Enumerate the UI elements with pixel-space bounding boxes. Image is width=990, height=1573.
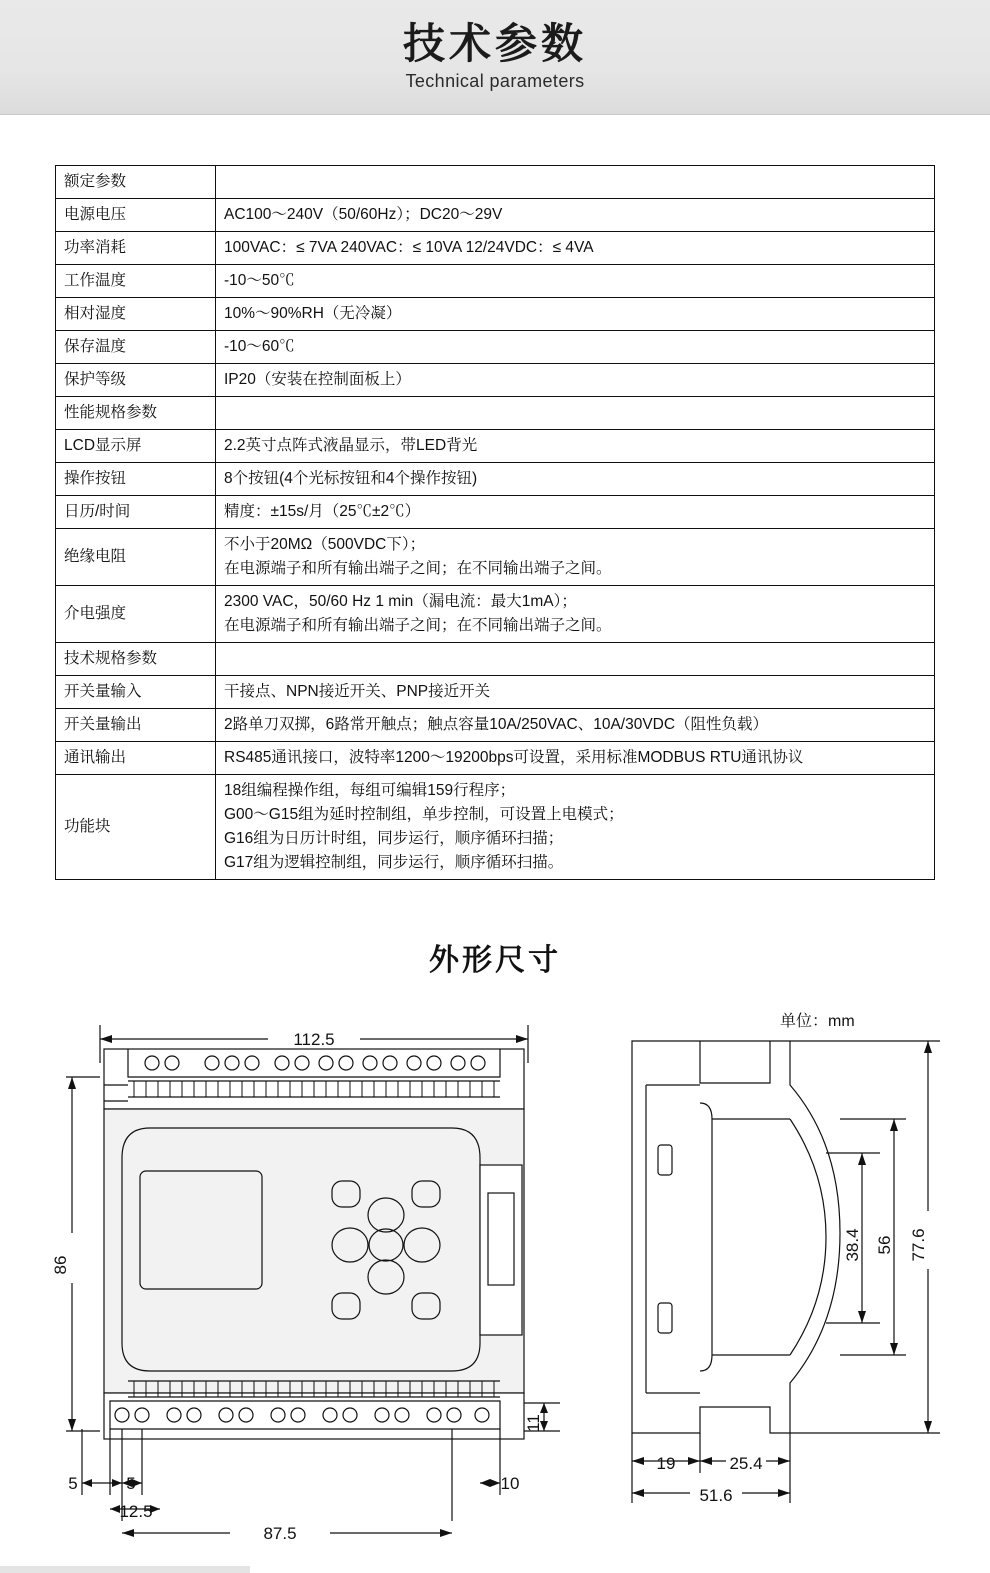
row-value bbox=[216, 496, 935, 529]
table-row bbox=[56, 430, 935, 463]
dim-front-bottom-span: 87.5 bbox=[263, 1524, 297, 1544]
table-section-header-row bbox=[56, 643, 935, 676]
row-label: 相对湿度 bbox=[56, 298, 216, 331]
table-row bbox=[56, 742, 935, 775]
row-value-line: IP20（安装在控制面板上） bbox=[224, 371, 411, 389]
row-value bbox=[216, 676, 935, 709]
page-header bbox=[0, 0, 990, 115]
row-value bbox=[216, 586, 935, 643]
row-label: LCD显示屏 bbox=[56, 430, 216, 463]
row-value bbox=[216, 232, 935, 265]
section-title-filler bbox=[216, 643, 935, 676]
dim-front-offset-1: 5 bbox=[68, 1474, 78, 1494]
page-title: 技术参数 bbox=[402, 20, 587, 68]
dim-side-height-total: 77.6 bbox=[909, 1228, 928, 1262]
table-row bbox=[56, 463, 935, 496]
row-label: 开关量输入 bbox=[56, 676, 216, 709]
row-value bbox=[216, 298, 935, 331]
section-title-filler bbox=[216, 166, 935, 199]
section-title: 技术规格参数 bbox=[56, 643, 216, 676]
dimensions-title: 外形尺寸 bbox=[429, 944, 561, 978]
row-label: 工作温度 bbox=[56, 265, 216, 298]
dimension-drawings bbox=[0, 993, 990, 1553]
table-row bbox=[56, 529, 935, 586]
table-row bbox=[56, 232, 935, 265]
table-row bbox=[56, 709, 935, 742]
row-value bbox=[216, 709, 935, 742]
row-value bbox=[216, 331, 935, 364]
table-row bbox=[56, 265, 935, 298]
dim-side-height-b: 56 bbox=[875, 1235, 894, 1255]
row-value bbox=[216, 199, 935, 232]
row-value-line: 8个按钮(4个光标按钮和4个操作按钮) bbox=[224, 470, 478, 488]
section-title: 性能规格参数 bbox=[56, 397, 216, 430]
section-title: 额定参数 bbox=[56, 166, 216, 199]
dim-front-offset-2: 5 bbox=[126, 1474, 136, 1494]
table-row bbox=[56, 199, 935, 232]
section-title-filler bbox=[216, 397, 935, 430]
row-value-line: 100VAC：≤ 7VA 240VAC：≤ 10VA 12/24VDC：≤ 4VA bbox=[224, 239, 594, 257]
dim-side-depth-b: 25.4 bbox=[729, 1454, 763, 1474]
dim-front-right-small: 11 bbox=[524, 1414, 543, 1433]
row-value bbox=[216, 529, 935, 586]
row-value-line: 2路单刀双掷，6路常开触点；触点容量10A/250VAC、10A/30VDC（阻性负载） bbox=[224, 716, 769, 734]
row-label: 电源电压 bbox=[56, 199, 216, 232]
row-value-line: -10～50℃ bbox=[224, 272, 295, 290]
row-label: 绝缘电阻 bbox=[56, 529, 216, 586]
row-label: 保护等级 bbox=[56, 364, 216, 397]
dim-front-width: 112.5 bbox=[293, 1030, 335, 1050]
unit-note: 单位：mm bbox=[780, 1013, 855, 1030]
row-label: 保存温度 bbox=[56, 331, 216, 364]
row-value-line: 在电源端子和所有输出端子之间；在不同输出端子之间。 bbox=[224, 560, 612, 578]
technical-parameters-table bbox=[55, 165, 935, 880]
row-label: 日历/时间 bbox=[56, 496, 216, 529]
row-label: 介电强度 bbox=[56, 586, 216, 643]
row-value-line: 10%～90%RH（无冷凝） bbox=[224, 305, 402, 323]
row-value-line: 精度：±15s/月（25℃±2℃） bbox=[224, 503, 421, 521]
dim-side-depth-a: 19 bbox=[656, 1454, 676, 1474]
page-subtitle: Technical parameters bbox=[405, 70, 585, 91]
row-value bbox=[216, 463, 935, 496]
row-value-line: 干接点、NPN接近开关、PNP接近开关 bbox=[224, 683, 491, 701]
dim-side-depth-total: 51.6 bbox=[699, 1486, 733, 1506]
row-value bbox=[216, 265, 935, 298]
dim-front-height: 86 bbox=[51, 1255, 70, 1275]
row-value bbox=[216, 742, 935, 775]
table-row bbox=[56, 331, 935, 364]
row-value-line: -10～60℃ bbox=[224, 338, 295, 356]
table-section-header-row bbox=[56, 397, 935, 430]
row-value-line: 2300 VAC，50/60 Hz 1 min（漏电流：最大1mA）； bbox=[224, 593, 577, 611]
row-value bbox=[216, 364, 935, 397]
row-value-line: G00～G15组为延时控制组，单步控制，可设置上电模式； bbox=[224, 806, 624, 824]
row-value-line: RS485通讯接口，波特率1200～19200bps可设置，采用标准MODBUS RTU通讯协议 bbox=[224, 749, 804, 767]
spec-table-container bbox=[55, 165, 935, 880]
row-value-line: G16组为日历计时组，同步运行，顺序循环扫描； bbox=[224, 830, 564, 848]
table-row bbox=[56, 364, 935, 397]
row-value-line: 不小于20MΩ（500VDC下）； bbox=[224, 536, 426, 554]
row-value-line: 2.2英寸点阵式液晶显示，带LED背光 bbox=[224, 437, 478, 455]
table-row bbox=[56, 676, 935, 709]
drawing-svg bbox=[0, 993, 990, 1553]
dim-front-offset-3: 12.5 bbox=[119, 1502, 153, 1522]
table-row bbox=[56, 496, 935, 529]
row-label: 功能块 bbox=[56, 775, 216, 880]
row-value-line: AC100～240V（50/60Hz）；DC20～29V bbox=[224, 206, 503, 224]
row-label: 功率消耗 bbox=[56, 232, 216, 265]
row-label: 开关量输出 bbox=[56, 709, 216, 742]
table-section-header-row bbox=[56, 166, 935, 199]
row-label: 操作按钮 bbox=[56, 463, 216, 496]
table-row bbox=[56, 586, 935, 643]
bottom-strip bbox=[0, 1566, 250, 1573]
row-value bbox=[216, 775, 935, 880]
row-value-line: 18组编程操作组，每组可编辑159行程序； bbox=[224, 782, 516, 800]
row-value-line: 在电源端子和所有输出端子之间；在不同输出端子之间。 bbox=[224, 617, 612, 635]
table-row bbox=[56, 298, 935, 331]
dim-side-height-a: 38.4 bbox=[843, 1228, 862, 1262]
table-row bbox=[56, 775, 935, 880]
row-label: 通讯输出 bbox=[56, 742, 216, 775]
row-value bbox=[216, 430, 935, 463]
row-value-line: G17组为逻辑控制组，同步运行，顺序循环扫描。 bbox=[224, 854, 564, 872]
dim-front-right-offset: 10 bbox=[500, 1474, 520, 1494]
